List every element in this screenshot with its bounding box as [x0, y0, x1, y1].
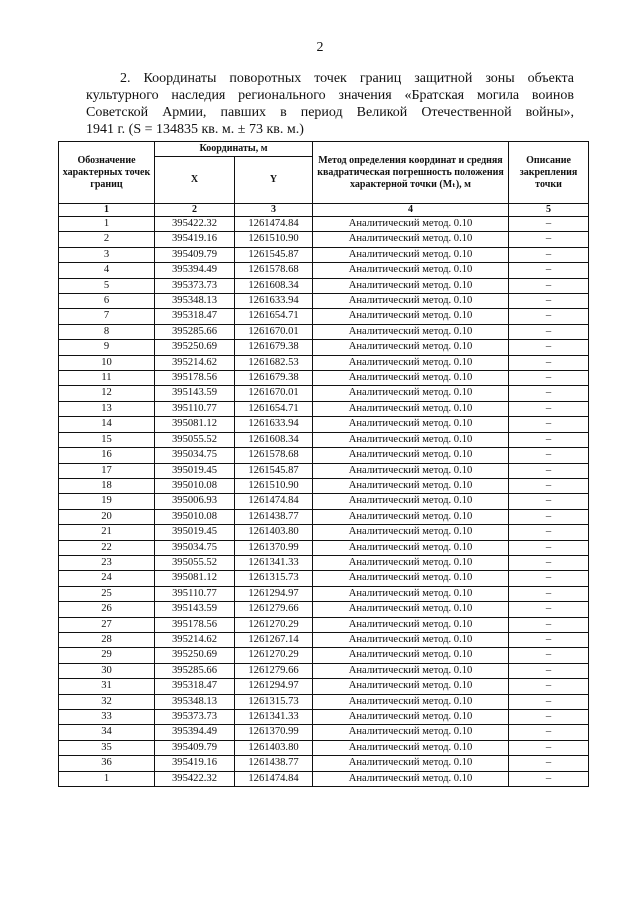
- cell-y: 1261341.33: [235, 710, 313, 725]
- cell-description: –: [509, 478, 589, 493]
- table-row: [59, 417, 589, 432]
- cell-x: 395110.77: [155, 401, 235, 416]
- table-row: [59, 694, 589, 709]
- cell-description: –: [509, 632, 589, 647]
- cell-method: Аналитический метод. 0.10: [313, 232, 509, 247]
- cell-point: 27: [59, 617, 155, 632]
- table-row: [59, 355, 589, 370]
- header-description: Описание закрепления точки: [509, 142, 589, 204]
- cell-point: 7: [59, 309, 155, 324]
- cell-point: 3: [59, 247, 155, 262]
- cell-method: Аналитический метод. 0.10: [313, 540, 509, 555]
- cell-method: Аналитический метод. 0.10: [313, 494, 509, 509]
- cell-y: 1261510.90: [235, 232, 313, 247]
- cell-point: 13: [59, 401, 155, 416]
- cell-y: 1261438.77: [235, 756, 313, 771]
- cell-y: 1261315.73: [235, 694, 313, 709]
- column-number: 2: [155, 204, 235, 217]
- cell-point: 25: [59, 586, 155, 601]
- cell-y: 1261315.73: [235, 571, 313, 586]
- cell-method: Аналитический метод. 0.10: [313, 525, 509, 540]
- cell-x: 395010.08: [155, 509, 235, 524]
- cell-x: 395409.79: [155, 740, 235, 755]
- cell-x: 395348.13: [155, 694, 235, 709]
- cell-point: 19: [59, 494, 155, 509]
- cell-x: 395010.08: [155, 478, 235, 493]
- cell-description: –: [509, 571, 589, 586]
- cell-x: 395318.47: [155, 309, 235, 324]
- cell-x: 395285.66: [155, 663, 235, 678]
- cell-y: 1261670.01: [235, 386, 313, 401]
- table-row: [59, 463, 589, 478]
- cell-x: 395318.47: [155, 679, 235, 694]
- cell-x: 395143.59: [155, 602, 235, 617]
- cell-y: 1261341.33: [235, 555, 313, 570]
- cell-method: Аналитический метод. 0.10: [313, 294, 509, 309]
- cell-y: 1261682.53: [235, 355, 313, 370]
- cell-description: –: [509, 663, 589, 678]
- header-point: Обозначение характерных точек границ: [59, 142, 155, 204]
- cell-y: 1261654.71: [235, 401, 313, 416]
- cell-description: –: [509, 525, 589, 540]
- cell-description: –: [509, 509, 589, 524]
- cell-x: 395055.52: [155, 432, 235, 447]
- cell-description: –: [509, 309, 589, 324]
- cell-point: 20: [59, 509, 155, 524]
- cell-point: 2: [59, 232, 155, 247]
- cell-x: 395373.73: [155, 710, 235, 725]
- cell-y: 1261279.66: [235, 663, 313, 678]
- cell-method: Аналитический метод. 0.10: [313, 756, 509, 771]
- section-heading: [86, 70, 574, 138]
- cell-description: –: [509, 232, 589, 247]
- cell-method: Аналитический метод. 0.10: [313, 432, 509, 447]
- cell-description: –: [509, 324, 589, 339]
- cell-method: Аналитический метод. 0.10: [313, 602, 509, 617]
- cell-x: 395019.45: [155, 525, 235, 540]
- cell-method: Аналитический метод. 0.10: [313, 217, 509, 232]
- cell-method: Аналитический метод. 0.10: [313, 309, 509, 324]
- table-row: [59, 247, 589, 262]
- cell-point: 11: [59, 371, 155, 386]
- cell-point: 18: [59, 478, 155, 493]
- cell-method: Аналитический метод. 0.10: [313, 263, 509, 278]
- cell-description: –: [509, 710, 589, 725]
- coordinates-table: [58, 141, 589, 787]
- cell-y: 1261578.68: [235, 263, 313, 278]
- heading-line-4: 1941 г. (S = 134835 кв. м. ± 73 кв. м.): [86, 122, 304, 137]
- cell-point: 17: [59, 463, 155, 478]
- cell-x: 395422.32: [155, 217, 235, 232]
- cell-point: 6: [59, 294, 155, 309]
- cell-description: –: [509, 294, 589, 309]
- cell-x: 395081.12: [155, 571, 235, 586]
- table-row: [59, 725, 589, 740]
- cell-y: 1261654.71: [235, 309, 313, 324]
- table-row: [59, 386, 589, 401]
- heading-line-2: культурного наследия регионального значения «Братская могила воинов: [86, 88, 574, 103]
- cell-point: 4: [59, 263, 155, 278]
- cell-description: –: [509, 340, 589, 355]
- cell-x: 395214.62: [155, 632, 235, 647]
- cell-y: 1261370.99: [235, 725, 313, 740]
- cell-y: 1261633.94: [235, 294, 313, 309]
- table-row: [59, 448, 589, 463]
- cell-description: –: [509, 648, 589, 663]
- cell-description: –: [509, 555, 589, 570]
- cell-x: 395034.75: [155, 448, 235, 463]
- cell-point: 14: [59, 417, 155, 432]
- cell-description: –: [509, 602, 589, 617]
- cell-point: 24: [59, 571, 155, 586]
- cell-x: 395394.49: [155, 263, 235, 278]
- cell-x: 395250.69: [155, 648, 235, 663]
- cell-method: Аналитический метод. 0.10: [313, 725, 509, 740]
- cell-method: Аналитический метод. 0.10: [313, 371, 509, 386]
- cell-x: 395419.16: [155, 756, 235, 771]
- cell-method: Аналитический метод. 0.10: [313, 617, 509, 632]
- table-row: [59, 632, 589, 647]
- cell-y: 1261438.77: [235, 509, 313, 524]
- header-method: Метод определения координат и средняя квадратическая погрешность положения характерной точки (Mₜ), м: [313, 142, 509, 204]
- table-row: [59, 324, 589, 339]
- header-x: X: [155, 157, 235, 204]
- cell-description: –: [509, 217, 589, 232]
- cell-point: 28: [59, 632, 155, 647]
- cell-description: –: [509, 740, 589, 755]
- cell-point: 26: [59, 602, 155, 617]
- page-number: 2: [316, 40, 324, 55]
- table-row: [59, 294, 589, 309]
- table-row: [59, 663, 589, 678]
- cell-y: 1261279.66: [235, 602, 313, 617]
- table-row: [59, 494, 589, 509]
- cell-method: Аналитический метод. 0.10: [313, 355, 509, 370]
- cell-method: Аналитический метод. 0.10: [313, 586, 509, 601]
- cell-method: Аналитический метод. 0.10: [313, 386, 509, 401]
- cell-y: 1261403.80: [235, 740, 313, 755]
- cell-description: –: [509, 448, 589, 463]
- table-row: [59, 525, 589, 540]
- cell-method: Аналитический метод. 0.10: [313, 340, 509, 355]
- column-number: 4: [313, 204, 509, 217]
- table-row: [59, 740, 589, 755]
- cell-x: 395178.56: [155, 371, 235, 386]
- cell-point: 22: [59, 540, 155, 555]
- cell-point: 29: [59, 648, 155, 663]
- cell-description: –: [509, 247, 589, 262]
- cell-method: Аналитический метод. 0.10: [313, 571, 509, 586]
- column-number: 5: [509, 204, 589, 217]
- table-row: [59, 571, 589, 586]
- table-row: [59, 432, 589, 447]
- table-row: [59, 401, 589, 416]
- cell-point: 21: [59, 525, 155, 540]
- cell-y: 1261608.34: [235, 432, 313, 447]
- cell-method: Аналитический метод. 0.10: [313, 710, 509, 725]
- cell-y: 1261474.84: [235, 217, 313, 232]
- cell-method: Аналитический метод. 0.10: [313, 509, 509, 524]
- cell-description: –: [509, 417, 589, 432]
- cell-x: 395110.77: [155, 586, 235, 601]
- cell-description: –: [509, 617, 589, 632]
- cell-point: 23: [59, 555, 155, 570]
- cell-method: Аналитический метод. 0.10: [313, 740, 509, 755]
- cell-x: 395081.12: [155, 417, 235, 432]
- cell-method: Аналитический метод. 0.10: [313, 555, 509, 570]
- cell-method: Аналитический метод. 0.10: [313, 401, 509, 416]
- cell-y: 1261545.87: [235, 463, 313, 478]
- cell-x: 395055.52: [155, 555, 235, 570]
- cell-point: 1: [59, 217, 155, 232]
- cell-point: 34: [59, 725, 155, 740]
- cell-description: –: [509, 432, 589, 447]
- cell-method: Аналитический метод. 0.10: [313, 478, 509, 493]
- cell-x: 395373.73: [155, 278, 235, 293]
- cell-y: 1261510.90: [235, 478, 313, 493]
- cell-y: 1261294.97: [235, 679, 313, 694]
- cell-y: 1261633.94: [235, 417, 313, 432]
- cell-x: 395143.59: [155, 386, 235, 401]
- table-row: [59, 217, 589, 232]
- table-row: [59, 540, 589, 555]
- cell-method: Аналитический метод. 0.10: [313, 648, 509, 663]
- cell-description: –: [509, 679, 589, 694]
- cell-point: 36: [59, 756, 155, 771]
- cell-description: –: [509, 463, 589, 478]
- cell-point: 35: [59, 740, 155, 755]
- cell-method: Аналитический метод. 0.10: [313, 771, 509, 786]
- table-row: [59, 771, 589, 786]
- cell-method: Аналитический метод. 0.10: [313, 463, 509, 478]
- cell-method: Аналитический метод. 0.10: [313, 448, 509, 463]
- cell-y: 1261578.68: [235, 448, 313, 463]
- cell-description: –: [509, 771, 589, 786]
- header-coordinates: Координаты, м: [155, 142, 313, 157]
- cell-x: 395348.13: [155, 294, 235, 309]
- cell-point: 5: [59, 278, 155, 293]
- cell-x: 395034.75: [155, 540, 235, 555]
- cell-description: –: [509, 694, 589, 709]
- cell-y: 1261270.29: [235, 648, 313, 663]
- table-row: [59, 617, 589, 632]
- cell-y: 1261670.01: [235, 324, 313, 339]
- cell-y: 1261679.38: [235, 371, 313, 386]
- column-number: 1: [59, 204, 155, 217]
- cell-y: 1261679.38: [235, 340, 313, 355]
- cell-y: 1261267.14: [235, 632, 313, 647]
- cell-y: 1261370.99: [235, 540, 313, 555]
- cell-x: 395250.69: [155, 340, 235, 355]
- table-row: [59, 710, 589, 725]
- table-row: [59, 679, 589, 694]
- cell-x: 395178.56: [155, 617, 235, 632]
- cell-y: 1261294.97: [235, 586, 313, 601]
- cell-x: 395019.45: [155, 463, 235, 478]
- cell-x: 395394.49: [155, 725, 235, 740]
- cell-point: 31: [59, 679, 155, 694]
- cell-point: 9: [59, 340, 155, 355]
- table-row: [59, 602, 589, 617]
- cell-x: 395419.16: [155, 232, 235, 247]
- cell-point: 16: [59, 448, 155, 463]
- table-row: [59, 371, 589, 386]
- cell-y: 1261474.84: [235, 494, 313, 509]
- cell-point: 8: [59, 324, 155, 339]
- cell-x: 395006.93: [155, 494, 235, 509]
- cell-y: 1261608.34: [235, 278, 313, 293]
- cell-x: 395285.66: [155, 324, 235, 339]
- table-row: [59, 478, 589, 493]
- cell-point: 30: [59, 663, 155, 678]
- cell-x: 395422.32: [155, 771, 235, 786]
- cell-method: Аналитический метод. 0.10: [313, 679, 509, 694]
- cell-point: 12: [59, 386, 155, 401]
- column-number: 3: [235, 204, 313, 217]
- header-y: Y: [235, 157, 313, 204]
- cell-x: 395214.62: [155, 355, 235, 370]
- cell-point: 10: [59, 355, 155, 370]
- table-row: [59, 278, 589, 293]
- cell-description: –: [509, 355, 589, 370]
- table-row: [59, 263, 589, 278]
- cell-y: 1261545.87: [235, 247, 313, 262]
- cell-method: Аналитический метод. 0.10: [313, 417, 509, 432]
- cell-description: –: [509, 371, 589, 386]
- heading-line-1: 2. Координаты поворотных точек границ защитной зоны объекта: [120, 71, 574, 86]
- cell-description: –: [509, 278, 589, 293]
- table-row: [59, 232, 589, 247]
- cell-point: 15: [59, 432, 155, 447]
- cell-description: –: [509, 725, 589, 740]
- table-body: [59, 217, 589, 787]
- cell-y: 1261403.80: [235, 525, 313, 540]
- cell-method: Аналитический метод. 0.10: [313, 278, 509, 293]
- cell-x: 395409.79: [155, 247, 235, 262]
- table-row: [59, 555, 589, 570]
- cell-description: –: [509, 586, 589, 601]
- table-row: [59, 648, 589, 663]
- cell-y: 1261474.84: [235, 771, 313, 786]
- cell-method: Аналитический метод. 0.10: [313, 324, 509, 339]
- cell-method: Аналитический метод. 0.10: [313, 663, 509, 678]
- table-row: [59, 340, 589, 355]
- cell-description: –: [509, 401, 589, 416]
- table-row: [59, 509, 589, 524]
- cell-description: –: [509, 386, 589, 401]
- cell-description: –: [509, 263, 589, 278]
- cell-point: 33: [59, 710, 155, 725]
- cell-description: –: [509, 494, 589, 509]
- cell-description: –: [509, 540, 589, 555]
- table-row: [59, 309, 589, 324]
- table-row: [59, 586, 589, 601]
- cell-point: 32: [59, 694, 155, 709]
- cell-point: 1: [59, 771, 155, 786]
- heading-line-3: Советской Армии, павших в период Великой Отечественной войны»,: [86, 105, 574, 120]
- cell-method: Аналитический метод. 0.10: [313, 632, 509, 647]
- table-row: [59, 756, 589, 771]
- cell-y: 1261270.29: [235, 617, 313, 632]
- cell-method: Аналитический метод. 0.10: [313, 247, 509, 262]
- cell-description: –: [509, 756, 589, 771]
- cell-method: Аналитический метод. 0.10: [313, 694, 509, 709]
